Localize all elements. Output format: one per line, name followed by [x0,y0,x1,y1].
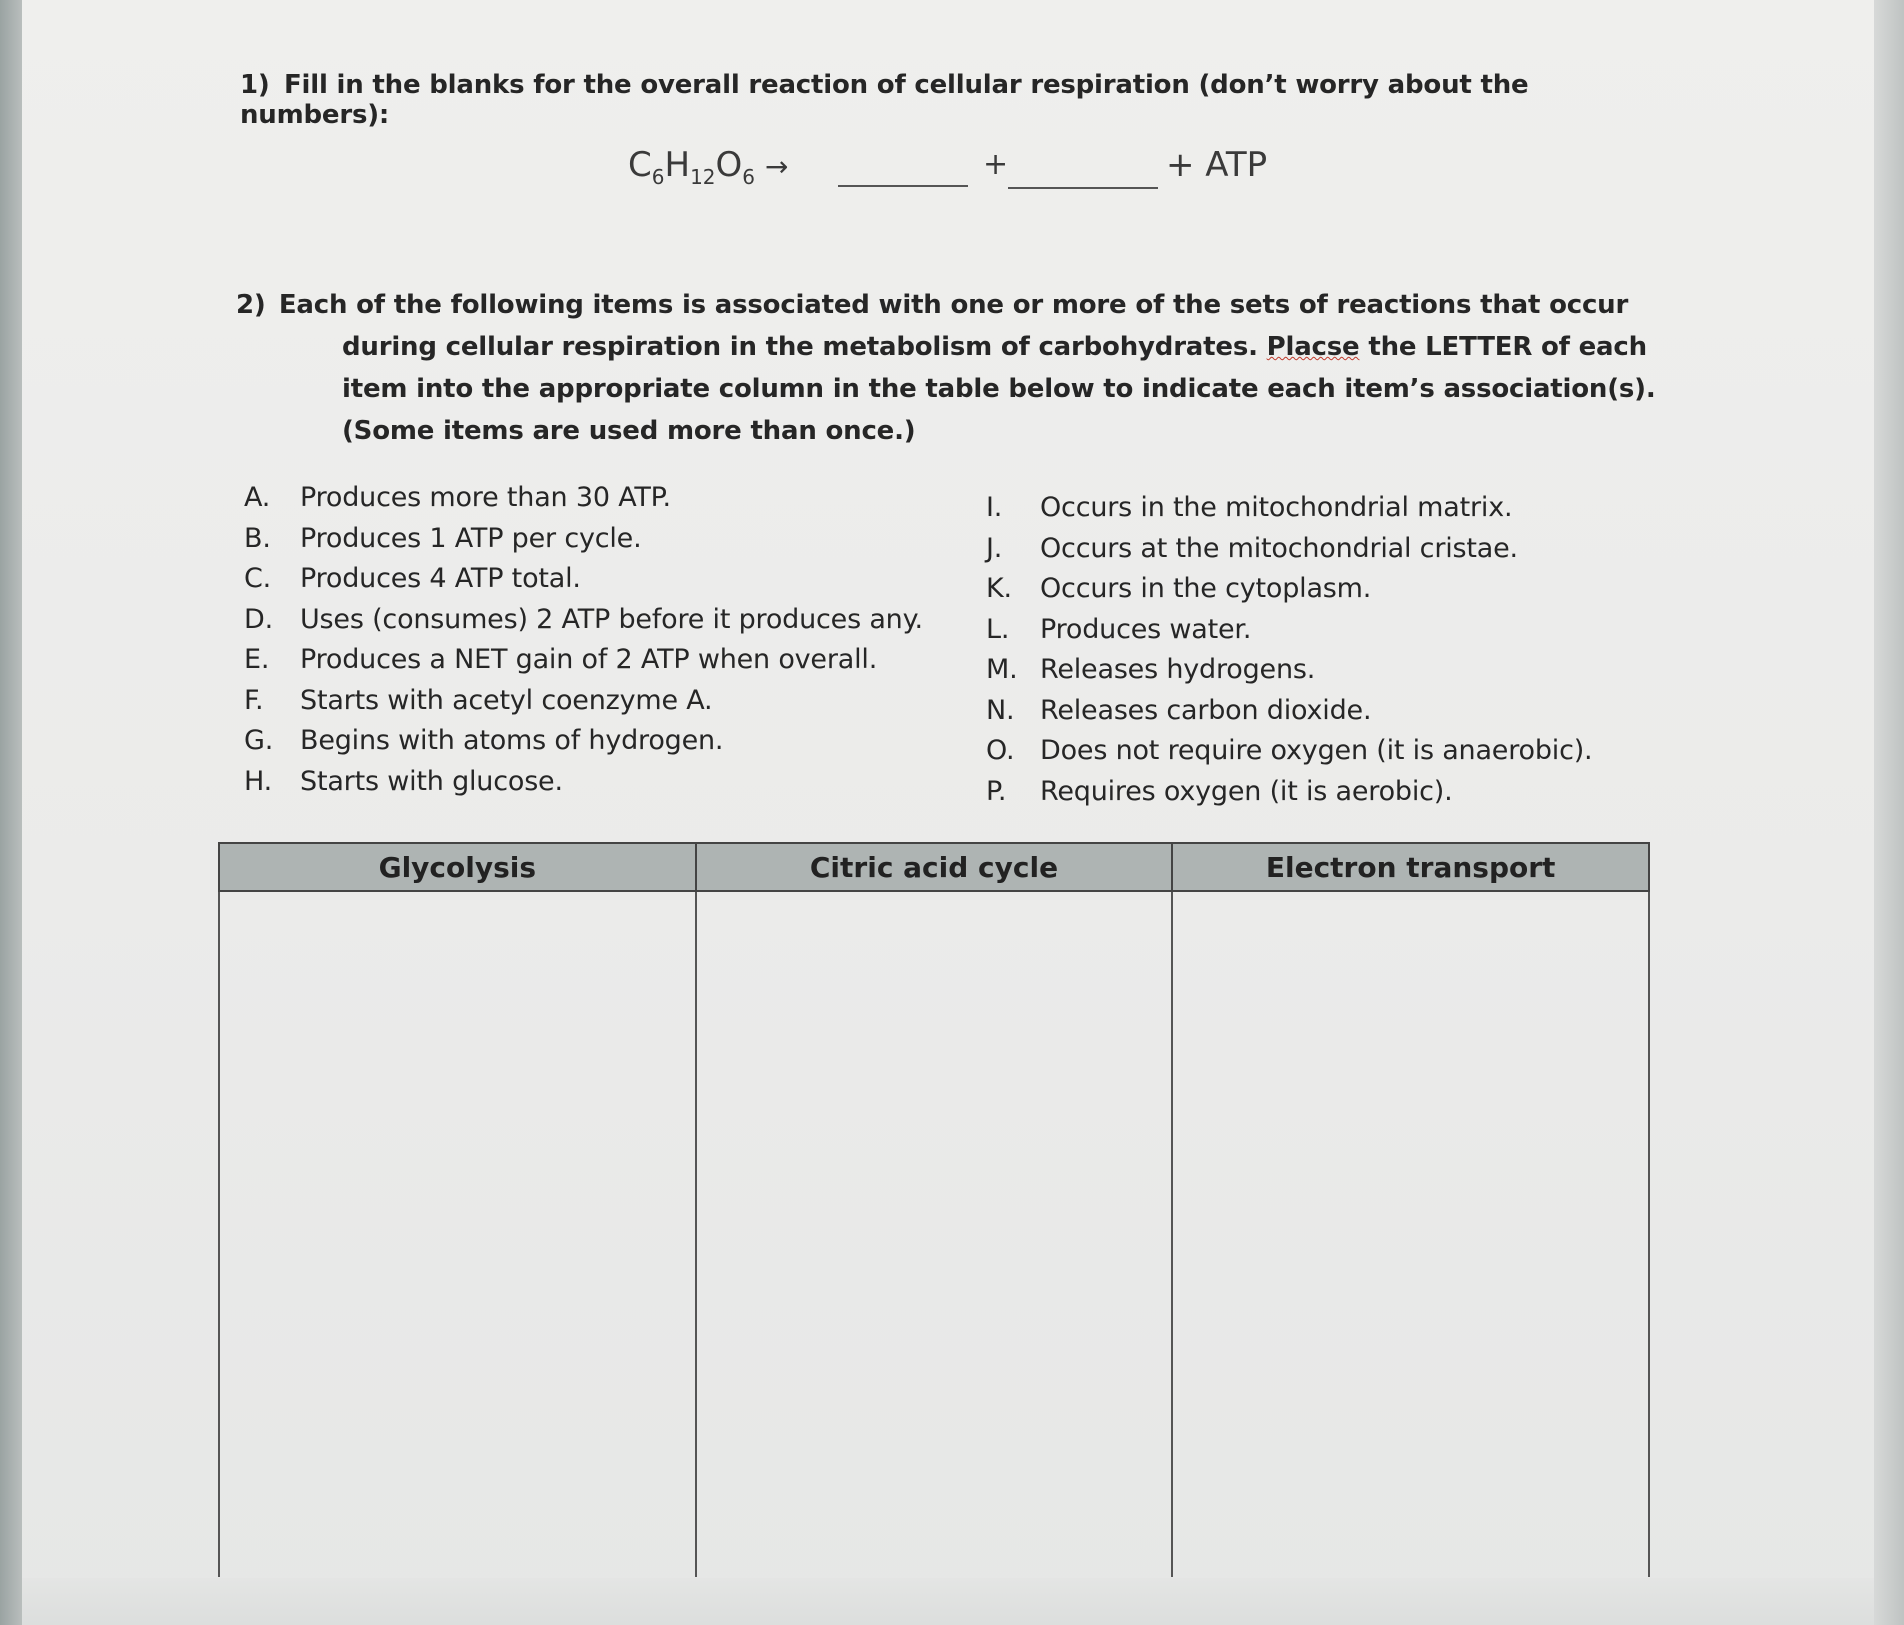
item-list-left [244,478,984,802]
respiration-table [218,842,1650,1577]
list-item [244,559,984,600]
list-item [986,569,1646,610]
page-right-edge [1874,0,1904,1625]
item-text: Occurs in the cytoplasm. [1040,573,1372,604]
formula-c: C [628,145,652,185]
item-text: Does not require oxygen (it is anaerobic). [1040,735,1593,766]
item-letter: F. [244,684,264,716]
item-text: Starts with acetyl coenzyme A. [300,684,713,716]
answer-blank-2[interactable] [1008,187,1158,189]
item-text: Produces 4 ATP total. [300,563,581,594]
list-item [986,691,1646,732]
formula-c-sub: 6 [651,164,665,189]
glycolysis-answer-cell[interactable] [219,891,696,1577]
item-list-right [986,488,1646,812]
misspelled-word: Placse [1266,332,1360,362]
item-text: Occurs in the mitochondrial matrix. [1040,492,1513,523]
page-bottom-edge [22,1578,1874,1625]
formula-h: H [664,145,691,185]
header-glycolysis: Glycolysis [219,843,696,891]
question-2-paragraph [236,284,1656,452]
item-text: Releases hydrogens. [1040,654,1316,685]
list-item [244,640,984,681]
reaction-equation [628,145,1428,195]
list-item [244,478,984,519]
list-item [986,529,1646,570]
list-item [244,519,984,560]
item-letter: O. [986,735,1015,766]
answer-table [218,842,1650,1577]
list-item [244,762,984,803]
list-item [986,650,1646,691]
table-row [219,891,1649,1577]
item-letter: I. [986,492,1003,523]
question-1-number: 1) [240,70,270,100]
list-item [986,488,1646,529]
list-item [244,600,984,641]
item-text: Produces more than 30 ATP. [300,482,671,513]
formula-o: O [715,145,743,185]
item-letter: N. [986,694,1015,726]
item-text: Requires oxygen (it is aerobic). [1040,775,1453,807]
header-citric-acid-cycle: Citric acid cycle [696,843,1173,891]
plus-sign: + [983,147,1009,182]
list-item [986,610,1646,651]
list-item [244,681,984,722]
item-letter: D. [244,603,273,635]
item-text: Produces 1 ATP per cycle. [300,522,642,554]
page-left-edge [0,0,22,1625]
question-2-prompt-end: the LETTER of each item into the appropriate column in the table below to indicate each item’s association(s). (Some items are used more than once.) [342,332,1656,446]
question-1 [240,70,1640,130]
list-item [986,772,1646,813]
reaction-arrow: → [765,150,789,183]
item-letter: B. [244,522,271,554]
item-letter: K. [986,573,1012,604]
item-text: Releases carbon dioxide. [1040,694,1372,726]
item-letter: E. [244,644,270,675]
item-letter: A. [244,482,271,513]
item-letter: J. [986,532,1003,564]
question-2-prompt-start: Each of the following items is associated with one or more of the sets of reactions that occur during cellular respiration in the metabolism of carbohydrates. [278,290,1629,362]
item-letter: L. [986,613,1010,645]
item-text: Produces water. [1040,613,1252,645]
item-letter: M. [986,654,1018,685]
item-letter: H. [244,765,273,797]
answer-blank-1[interactable] [838,185,968,187]
header-electron-transport: Electron transport [1172,843,1649,891]
citric-acid-cycle-answer-cell[interactable] [696,891,1173,1577]
list-item [986,731,1646,772]
item-text: Produces a NET gain of 2 ATP when overall. [300,644,878,675]
table-header-row [219,843,1649,891]
formula-o-sub: 6 [742,164,756,189]
item-letter: G. [244,725,274,756]
atp-product: + ATP [1166,145,1268,185]
electron-transport-answer-cell[interactable] [1172,891,1649,1577]
glucose-formula [628,145,788,189]
question-1-prompt: Fill in the blanks for the overall reaction of cellular respiration (don’t worry about the numbers): [240,70,1529,130]
item-text: Begins with atoms of hydrogen. [300,725,724,756]
item-letter: C. [244,563,272,594]
item-text: Uses (consumes) 2 ATP before it produces any. [300,603,923,635]
item-text: Starts with glucose. [300,765,563,797]
item-letter: P. [986,775,1007,807]
item-text: Occurs at the mitochondrial cristae. [1040,532,1518,564]
formula-h-sub: 12 [690,164,716,189]
list-item [244,721,984,762]
question-2 [236,284,1656,452]
question-2-number: 2) [236,290,266,320]
